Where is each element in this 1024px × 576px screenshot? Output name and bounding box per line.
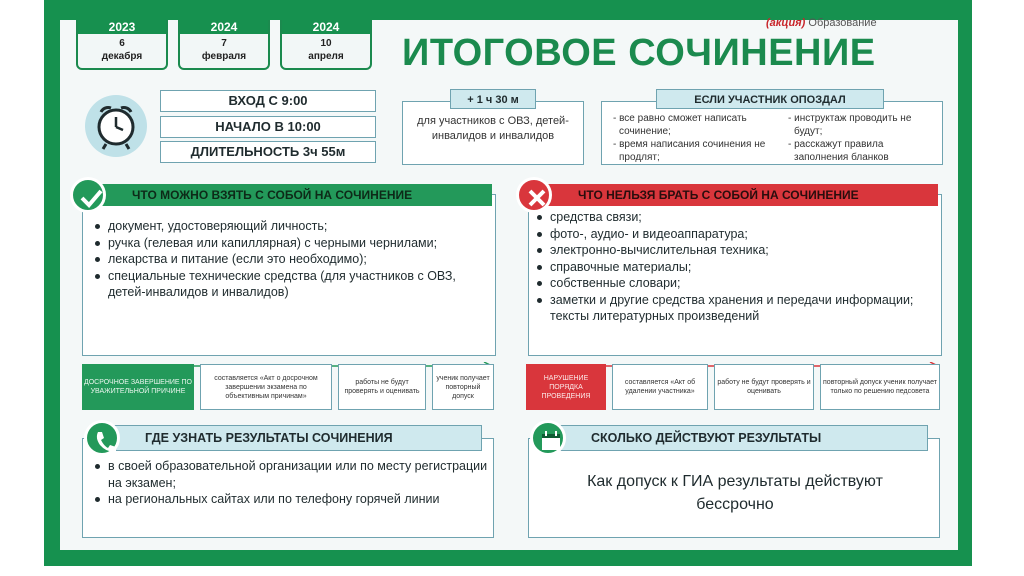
results-valid-text: Как допуск к ГИА результаты действуют бессрочно — [587, 473, 883, 513]
cross-icon — [516, 177, 552, 213]
results-valid-title: СКОЛЬКО ДЕЙСТВУЮТ РЕЗУЛЬТАТЫ — [540, 425, 928, 451]
date-card-1 — [76, 20, 168, 70]
late-item-text: расскажут правила заполнения бланков — [794, 139, 889, 163]
date-day: 6 — [119, 38, 125, 49]
list-item: средства связи; — [534, 209, 938, 226]
flow-right-step-4: повторный допуск ученик получает только по решению педсовета — [820, 364, 940, 410]
flow-right-step-1: НАРУШЕНИЕ ПОРЯДКА ПРОВЕДЕНИЯ — [526, 364, 606, 410]
late-item-text: инструктаж проводить не будут; — [794, 113, 912, 137]
late-item-text: время написания сочинения не продлят; — [619, 139, 766, 163]
list-item: собственные словари; — [534, 275, 938, 292]
phone-icon — [84, 420, 120, 456]
date-card-2 — [178, 20, 270, 70]
flow-left-step-4: ученик получает повторный допуск — [432, 364, 494, 410]
list-item: справочные материалы; — [534, 259, 938, 276]
late-item: - инструктаж проводить не будут; — [788, 113, 912, 137]
brand — [766, 17, 877, 29]
late-item: - расскажут правила заполнения бланков — [788, 139, 889, 163]
date-day: 10 — [320, 38, 332, 49]
late-item: - все равно сможет написать сочинение; — [613, 113, 747, 137]
late-list-left — [611, 112, 769, 164]
list-item: на региональных сайтах или по телефону горячей линии — [92, 491, 488, 508]
forbidden-list — [534, 209, 938, 325]
check-icon — [70, 177, 106, 213]
brand-highlight: (акция) — [766, 17, 806, 29]
allowed-list — [92, 218, 488, 301]
list-item: электронно-вычислительная техника; — [534, 242, 938, 259]
date-year: 2023 — [78, 20, 166, 34]
entry-time: ВХОД С 9:00 — [160, 90, 376, 112]
flow-right-step-3: работу не будут проверять и оценивать — [714, 364, 814, 410]
late-list-right — [786, 112, 940, 164]
flow-right-step-2: составляется «Акт об удалении участника» — [612, 364, 708, 410]
list-item: специальные технические средства (для участников с ОВЗ, детей-инвалидов и инвалидов) — [92, 268, 488, 301]
list-item: лекарства и питание (если это необходимо); — [92, 251, 488, 268]
list-item: заметки и другие средства хранения и передачи информации; — [534, 292, 938, 309]
date-month: апреля — [308, 51, 344, 62]
results-where-list — [92, 458, 488, 508]
date-year: 2024 — [282, 20, 370, 34]
page-title: ИТОГОВОЕ СОЧИНЕНИЕ — [402, 32, 876, 74]
late-title: ЕСЛИ УЧАСТНИК ОПОЗДАЛ — [656, 89, 884, 109]
date-day: 7 — [221, 38, 227, 49]
late-item-text: все равно сможет написать сочинение; — [619, 113, 747, 137]
list-item: в своей образовательной организации или по месту регистрации на экзамен; — [92, 458, 488, 491]
late-item: - время написания сочинения не продлят; — [613, 139, 766, 163]
list-item: фото-, аудио- и видеоаппаратура; — [534, 226, 938, 243]
date-year: 2024 — [180, 20, 268, 34]
start-time: НАЧАЛО В 10:00 — [160, 116, 376, 138]
list-item: ручка (гелевая или капиллярная) с черными чернилами; — [92, 235, 488, 252]
extra-time-text: для участников с ОВЗ, детей-инвалидов и инвалидов — [417, 115, 569, 142]
flow-left-step-3: работы не будут проверять и оценивать — [338, 364, 426, 410]
list-item: документ, удостоверяющий личность; — [92, 218, 488, 235]
flow-left-step-1: ДОСРОЧНОЕ ЗАВЕРШЕНИЕ ПО УВАЖИТЕЛЬНОЙ ПРИЧИНЕ — [82, 364, 194, 410]
forbidden-title: ЧТО НЕЛЬЗЯ БРАТЬ С СОБОЙ НА СОЧИНЕНИЕ — [528, 184, 938, 206]
list-item: тексты литературных произведений — [550, 309, 760, 323]
calendar-icon — [530, 420, 566, 456]
date-month: декабря — [101, 51, 143, 62]
brand-text: Образование — [805, 17, 877, 29]
date-month: февраля — [201, 51, 247, 62]
alarm-clock-icon — [80, 92, 152, 158]
extra-time-label: + 1 ч 30 м — [450, 89, 536, 109]
duration: ДЛИТЕЛЬНОСТЬ 3ч 55м — [160, 141, 376, 163]
flow-left-step-2: составляется «Акт о досрочном завершении экзамена по объективным причинам» — [200, 364, 332, 410]
date-card-3 — [280, 20, 372, 70]
allowed-title: ЧТО МОЖНО ВЗЯТЬ С СОБОЙ НА СОЧИНЕНИЕ — [82, 184, 492, 206]
results-where-title: ГДЕ УЗНАТЬ РЕЗУЛЬТАТЫ СОЧИНЕНИЯ — [94, 425, 482, 451]
